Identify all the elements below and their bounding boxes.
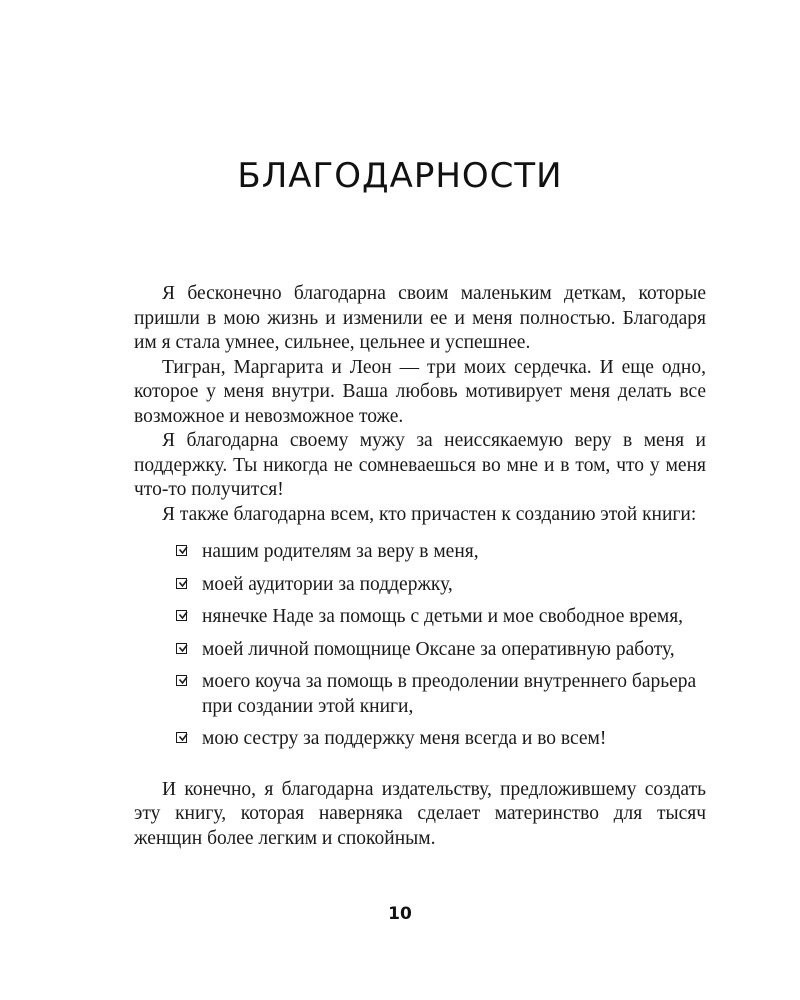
checkbox-checked-icon (176, 643, 187, 654)
gratitude-checklist (134, 540, 706, 752)
paragraph-publisher: И конечно, я благодарна издательству, предложившему создать эту книгу, которая наверняка сделает материнство для тысяч женщин более легким и спокойным. (134, 778, 706, 849)
list-item (134, 638, 706, 663)
list-item-text: моего коуча за помощь в преодолении внутреннего барьера при создании этой книги, (202, 671, 697, 717)
list-item (134, 670, 706, 719)
list-item (134, 727, 706, 752)
list-item (134, 540, 706, 565)
paragraph-book-thanks: Я также благодарна всем, кто причастен к созданию этой книги: (162, 503, 697, 525)
list-item-text: моей личной помощнице Оксане за оперативную работу, (202, 638, 675, 660)
checkbox-checked-icon (176, 545, 187, 556)
page-number: 10 (388, 904, 412, 924)
paragraph-children: Я бесконечно благодарна своим маленьким деткам, которые пришли в мою жизнь и изменили ее и меня полностью. Благодаря им я стала умнее, сильнее, цельнее и успешнее. (134, 283, 706, 353)
body-text (134, 282, 706, 851)
checkbox-checked-icon (176, 610, 187, 621)
list-item (134, 573, 706, 598)
paragraph-husband: Я благодарна своему мужу за неиссякаемую веру в меня и поддержку. Ты никогда не сомневаешься во мне и в том, что у меня что-то получится! (134, 430, 706, 500)
list-item (134, 605, 706, 630)
checkbox-checked-icon (176, 732, 187, 743)
checkbox-checked-icon (176, 675, 187, 686)
list-item-text: нянечке Наде за помощь с детьми и мое свободное время, (202, 606, 684, 627)
list-item-text: мою сестру за поддержку меня всегда и во всем! (202, 728, 607, 749)
checkbox-checked-icon (176, 578, 187, 589)
list-item-text: моей аудитории за поддержку, (202, 573, 453, 595)
page-title: БЛАГОДАРНОСТИ (237, 156, 563, 196)
paragraph-hearts: Тигран, Маргарита и Леон — три моих сердечка. И еще одно, которое у меня внутри. Ваша любовь мотивирует меня делать все возможное и невозможное тоже. (134, 356, 706, 427)
list-item-text: нашим родителям за веру в меня, (202, 541, 479, 562)
